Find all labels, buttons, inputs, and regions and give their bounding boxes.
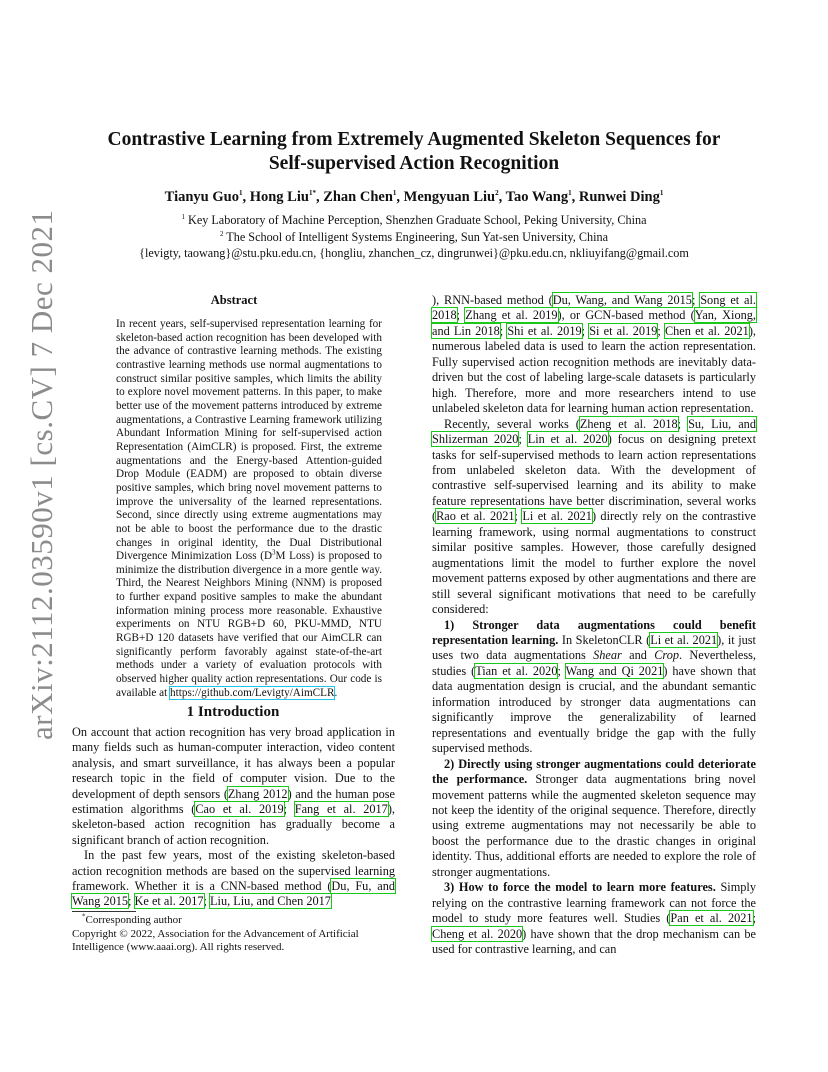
intro-paragraph-2: In the past few years, most of the existing skeleton-based action recognition methods are based on the supervised learning framework. Whether it is a CNN-based method (Du, Fu, and Wang 2015; Ke et al. 2017; Liu, Liu, and Chen 2017 (72, 848, 395, 909)
citation-link[interactable]: Pan et al. 2021 (670, 911, 753, 926)
citation-link[interactable]: Cheng et al. 2020 (432, 926, 523, 941)
author-affiliation-mark: 1 (392, 189, 397, 198)
citation-link[interactable]: Tian et al. 2020 (475, 663, 558, 678)
author-name: Hong Liu (249, 189, 309, 205)
author-name: Runwei Ding (578, 189, 660, 205)
citation-link[interactable]: Shi et al. 2019 (507, 323, 582, 338)
citation-link[interactable]: Fang et al. 2017 (294, 802, 388, 817)
author-affiliation-mark: 1 (238, 189, 243, 198)
author-affiliation-mark: 1* (308, 189, 316, 198)
left-column-body (72, 725, 395, 910)
affiliation-2: $^2$ The School of Intelligent Systems Engineering, Sun Yat-sen University, China (219, 229, 609, 244)
affiliations (60, 212, 768, 262)
abstract-heading: Abstract (210, 293, 258, 307)
right-paragraph-1: ), RNN-based method (Du, Wang, and Wang 2015; Song et al. 2018; Zhang et al. 2019), or GCN-based method (Yan, Xiong, and Lin 2018; Shi et al. 2019; Si et al. 2019; Chen et al. 2021), numerous labeled data is used to learn the action representation. Fully supervised action recognition methods are inevitably data-driven but the cost of labeling large-scale datasets is particularly high. Therefore, more and more researchers intend to use unlabeled skeleton data for learning human action representation. (432, 293, 756, 416)
citation-link[interactable]: Zhang et al. 2019 (465, 308, 558, 323)
right-paragraph-2: Recently, several works (Zheng et al. 2018; Su, Liu, and Shlizerman 2020; Lin et al. 2020) focus on designing pretext tasks for self-supervised methods to learn action representations from unlabeled skeleton data. With the development of contrastive self-supervised learning and its ability to make feature representations have better discrimination, several works (Rao et al. 2021; Li et al. 2021) directly rely on the contrastive learning framework, using normal augmentations to construct similar positive samples. However, those carefully designed augmentations limit the model to further explore the novel movement patterns exposed by other augmentations and there are still several significant motivations that need to be carefully considered: (432, 416, 756, 617)
citation-link[interactable]: Rao et al. 2021 (436, 509, 515, 524)
section-heading-introduction: 1 Introduction (186, 704, 280, 720)
abstract-body: In recent years, self-supervised representation learning for skeleton-based action recognition has been developed with the advance of contrastive learning methods. The existing contrastive learning methods use normal augmentations to construct similar positive samples, which limits the ability to explore novel movement patterns. In this paper, to make better use of the movement patterns introduced by extreme augmentations, a Contrastive Learning framework utilizing Abundant Information Mining for self-supervised action Representation (AimCLR) is proposed. First, the extreme augmentations and the Energy-based Attention-guided Drop Module (EADM) are proposed to obtain diverse positive samples, which bring novel movement patterns to improve the universality of the learned representations. Second, since directly using extreme augmentations may not be able to boost the performance due to the drastic changes in original identity, the Dual Distributional Divergence Minimization Loss ($D^3M$ Loss) is proposed to minimize the distribution divergence in a more gentle way. Third, the Nearest Neighbors Mining (NNM) is proposed to further expand positive samples to make the abundant information mining process more reasonable. Exhaustive experiments on NTU RGB+D 60, PKU-MMD, NTU RGB+D 120 datasets have verified that our AimCLR can significantly perform favorably against state-of-the-art methods under a variety of evaluation protocols with observed higher quality action representations. Our code is available at https://github.com/Levigty/AimCLR. (116, 318, 382, 699)
citation-link[interactable]: Du, Wang, and Wang 2015 (552, 293, 692, 307)
citation-link[interactable]: Cao et al. 2019 (195, 802, 284, 817)
intro-paragraph-1: On account that action recognition has very broad application in many fields such as human-computer interaction, video content analysis, and smart surveillance, it has always been a popular research topic in the field of computer vision. Due to the development of depth sensors (Zhang 2012) and the human pose estimation algorithms (Cao et al. 2019; Fang et al. 2017), skeleton-based action recognition has gradually become a significant branch of action recognition. (72, 725, 395, 847)
citation-link[interactable]: Li et al. 2021 (522, 509, 592, 524)
motivation-3: 3) How to force the model to learn more features. Simply relying on the contrastive learning framework can not force the model to study more features well. Studies (Pan et al. 2021; Cheng et al. 2020) have shown that the drop mechanism can be used for contrastive learning, and can (432, 880, 756, 957)
citation-link[interactable]: Ke et al. 2017 (134, 894, 204, 909)
author-affiliation-mark: 2 (495, 189, 499, 198)
citation-link[interactable]: Song et al. 2018 (432, 293, 756, 323)
motivation-2: 2) Directly using stronger augmentations could deteriorate the performance. Stronger data augmentations bring novel movement patterns while the augmented skeleton sequence may not keep the identity of the original sequence. Therefore, directly using extreme augmentations may not necessarily be able to boost the performance due to the drastic changes in original identity. Thus, additional efforts are needed to explore the role of stronger augmentations. (432, 756, 756, 879)
citation-link[interactable]: Chen et al. 2021 (664, 323, 749, 338)
citation-link[interactable]: Li et al. 2021 (650, 632, 718, 647)
copyright-notice: Copyright © 2022, Association for the Advancement of Artificial Intelligence (www.aaai.org). All rights reserved. (72, 927, 359, 953)
citation-link[interactable]: Zheng et al. 2018 (579, 416, 678, 431)
code-link[interactable]: https://github.com/Levigty/AimCLR (170, 686, 335, 699)
corresponding-author-note: *Corresponding author (82, 912, 182, 926)
footnote-block (72, 914, 395, 955)
citation-link[interactable]: Su, Liu, and Shlizerman 2020 (432, 416, 756, 447)
author-emails: {levigty, taowang}@stu.pku.edu.cn, {hongliu, zhanchen_cz, dingrunwei}@pku.edu.cn, nkliuyifang@gmail.com (139, 246, 689, 260)
paper-title (70, 128, 758, 176)
motivation-1: 1) Stronger data augmentations could benefit representation learning. In SkeletonCLR (Li et al. 2021), it just uses two data augmentations Shear and Crop. Nevertheless, studies (Tian et al. 2020; Wang and Qi 2021) have shown that data augmentation design is crucial, and the abundant semantic information introduced by stronger data augmentations can significantly improve the generalizability of learned representations and eventually bridge the gap with the fully supervised methods. (432, 617, 756, 756)
affiliation-1: $^1$ Key Laboratory of Machine Perception, Shenzhen Graduate School, Peking University, China (181, 212, 647, 227)
citation-link[interactable]: Wang and Qi 2021 (565, 663, 664, 678)
author-name: Tao Wang (505, 189, 569, 205)
citation-link[interactable]: Lin et al. 2020 (527, 432, 608, 447)
citation-link[interactable]: Yan, Xiong, and Lin 2018 (432, 308, 756, 338)
author-list: Tianyu Guo$^1$, Hong Liu$^{1*}$, Zhan Chen$^1$, Mengyuan Liu$^2$, Tao Wang$^1$, Runwei Ding$^1$ (164, 189, 664, 205)
author-affiliation-mark: 1 (659, 189, 664, 198)
author-name: Mengyuan Liu (403, 189, 496, 205)
citation-link[interactable]: Si et al. 2019 (589, 323, 658, 338)
author-name: Tianyu Guo (164, 189, 239, 205)
citation-link[interactable]: Du, Fu, and Wang 2015 (72, 879, 395, 909)
title-line-1: Contrastive Learning from Extremely Augmented Skeleton Sequences for (107, 129, 721, 150)
arxiv-stamp: arXiv:2112.03590v1 [cs.CV] 7 Dec 2021 (24, 209, 59, 740)
right-column-body (432, 293, 756, 957)
author-name: Zhan Chen (323, 189, 393, 205)
title-line-2: Self-supervised Action Recognition (268, 153, 560, 174)
citation-link[interactable]: Liu, Liu, and Chen 2017 (210, 894, 331, 909)
author-affiliation-mark: 1 (568, 189, 572, 198)
citation-link[interactable]: Zhang 2012 (227, 786, 288, 801)
